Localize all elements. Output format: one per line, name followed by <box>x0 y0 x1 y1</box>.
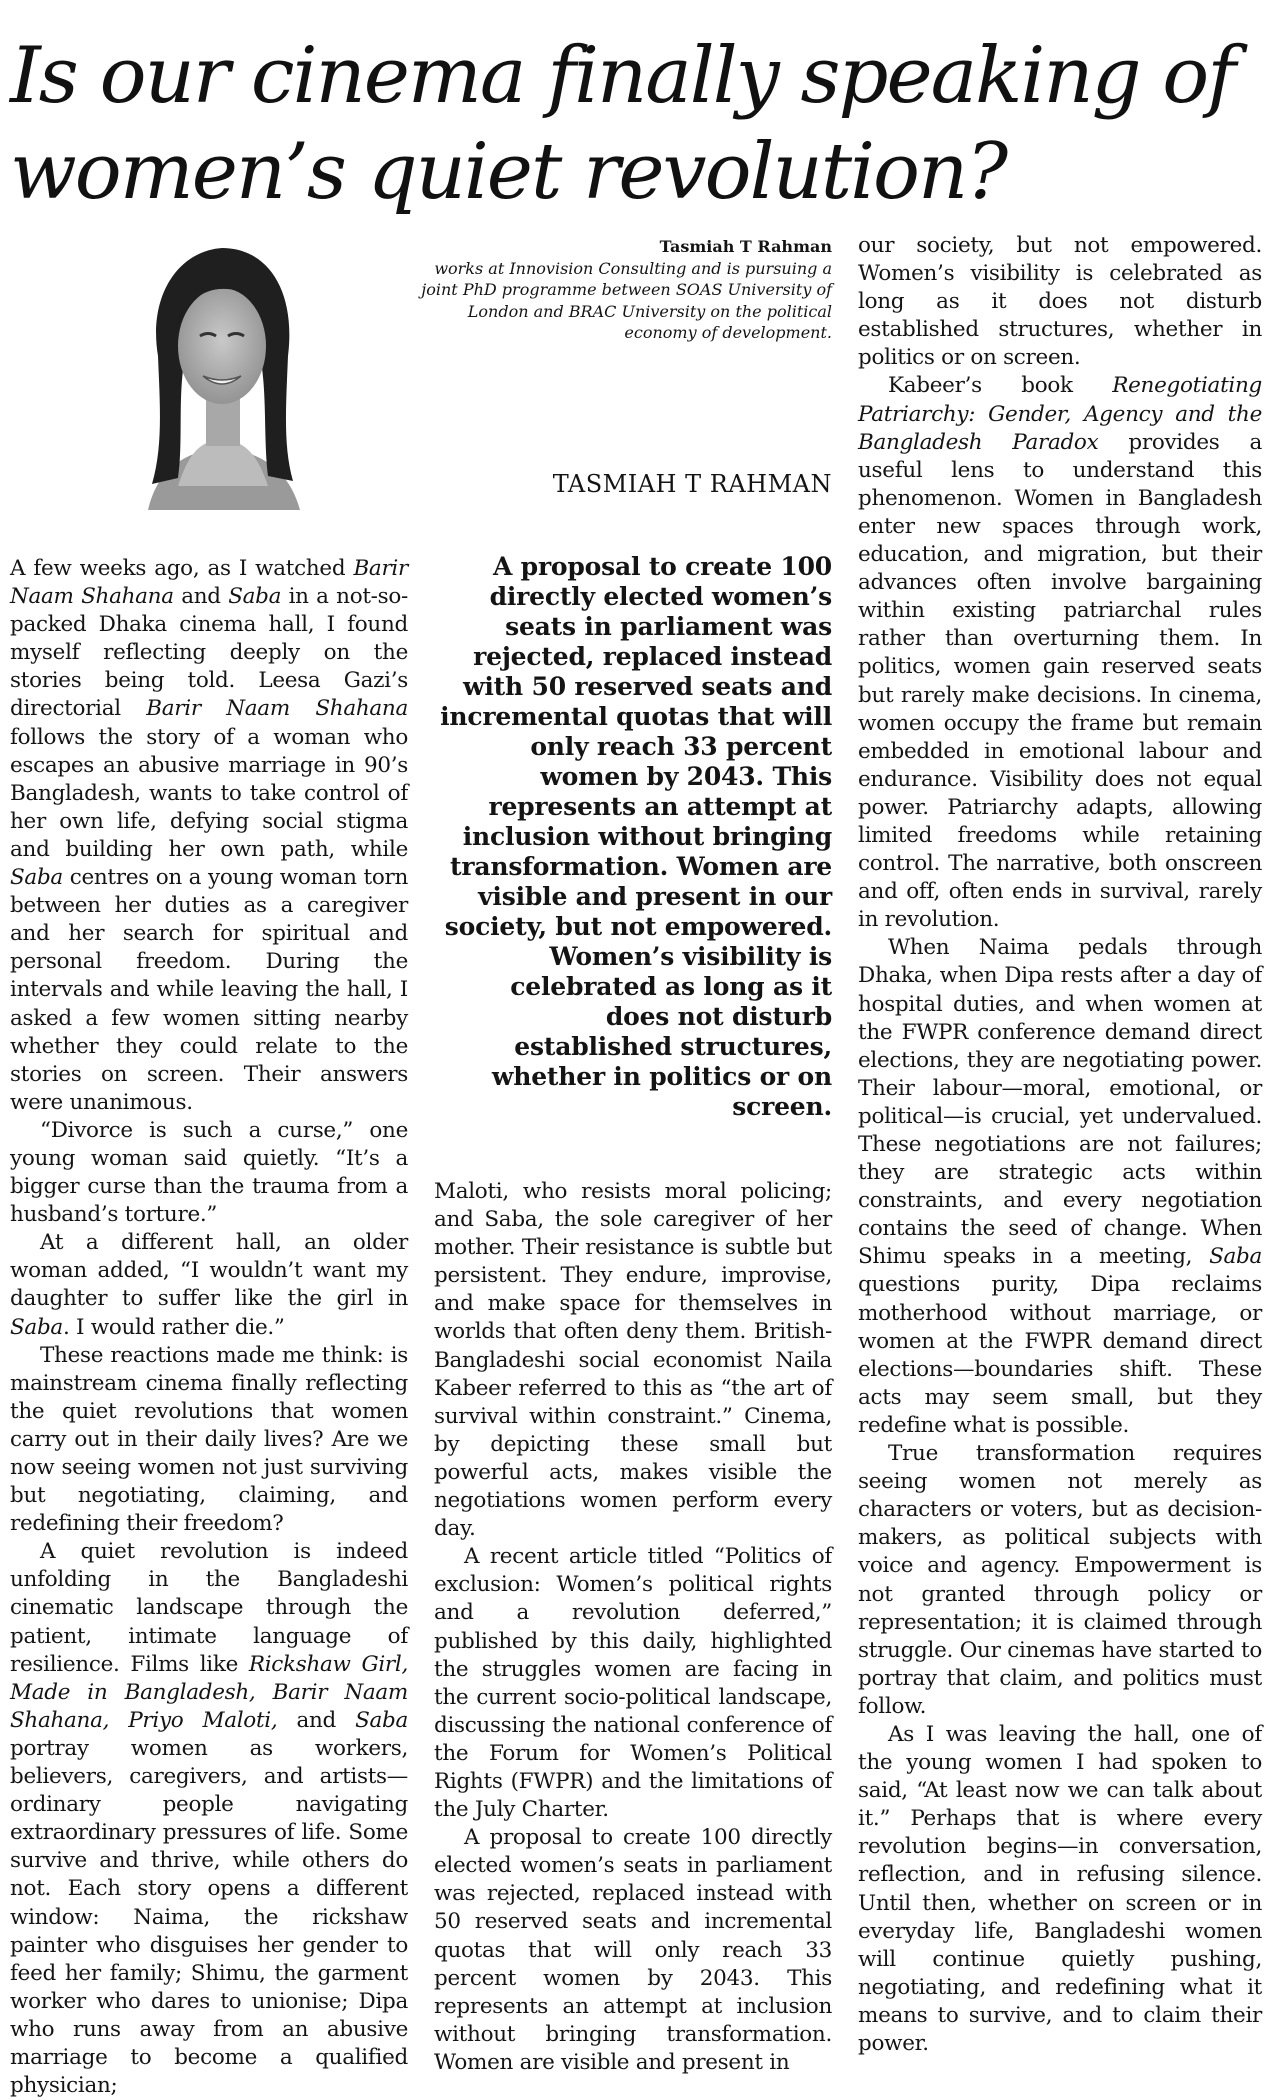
paragraph: Maloti, who resists moral policing; and Saba, the sole caregiver of her mother. Their resistance is subtle but persistent. They endure, improvise, and make space for themselves in worlds that often deny them. British-Bangladeshi social economist Naila Kabeer referred to this as “the art of survival within constraint.” Cinema, by depicting these small but powerful acts, makes visible the negotiations women perform every day. <box>434 1179 832 1542</box>
paragraph: “Divorce is such a curse,” one young woman said quietly. “It’s a bigger curse than the trauma from a husband’s torture.” <box>10 1117 408 1228</box>
paragraph: A recent article titled “Politics of exclusion: Women’s political rights and a revolution deferred,” published by this daily, highlighted the struggles women are facing in the current socio-political landscape, discussing the national conference of the Forum for Women’s Political Rights (FWPR) and the limitations of the July Charter. <box>434 1544 832 1823</box>
article-column-middle <box>434 1178 832 2077</box>
paragraph: our society, but not empowered. Women’s visibility is celebrated as long as it does not disturb established structures, whether in politics or on screen. <box>858 233 1262 371</box>
paragraph: At a different hall, an older woman added, “I wouldn’t want my daughter to suffer like the girl in Saba. I would rather die.” <box>10 1230 408 1340</box>
paragraph: When Naima pedals through Dhaka, when Dipa rests after a day of hospital duties, and when women at the FWPR conference demand direct elections, they are negotiating power. Their labour—moral, emotional, or political—is crucial, yet undervalued. These negotiations are not failures; they are strategic acts within constraints, and every negotiation contains the seed of change. When Shimu speaks in a meeting, Saba questions purity, Dipa reclaims motherhood without marriage, or women at the FWPR demand direct elections—boundaries shift. These acts may seem small, but they redefine what is possible. <box>858 935 1262 1438</box>
article-column-left <box>10 555 408 2100</box>
headline: Is our cinema finally speaking of women’s quiet revolution? <box>10 31 1235 217</box>
article-column-right <box>858 232 1262 2058</box>
author-photo <box>118 236 326 510</box>
byline: TASMIAH T RAHMAN <box>552 470 832 498</box>
author-bio-name: Tasmiah T Rahman <box>659 237 832 256</box>
paragraph: A proposal to create 100 directly elected women’s seats in parliament was rejected, replaced instead with 50 reserved seats and incremental quotas that will only reach 33 percent women by 2043. This represents an attempt at inclusion without bringing transformation. Women are visible and present in <box>434 1825 832 2075</box>
author-bio-text: works at Innovision Consulting and is pursuing a joint PhD programme between SOAS University of London and BRAC University on the political economy of development. <box>421 258 832 342</box>
paragraph: As I was leaving the hall, one of the young women I had spoken to said, “At least now we can talk about it.” Perhaps that is where every revolution begins—in conversation, reflection, and in refusing silence. Until then, whether on screen or in everyday life, Bangladeshi women will continue quietly pushing, negotiating, and redefining what it means to survive, and to claim their power. <box>858 1721 1262 2056</box>
author-portrait-image <box>118 236 326 510</box>
author-bio <box>412 236 832 344</box>
pull-quote: A proposal to create 100 directly elected women’s seats in parliament was rejected, replaced instead with 50 reserved seats and incremental quotas that will only reach 33 percent women by 2043. This represents an attempt at inclusion without bringing transformation. Women are visible and present in our society, but not empowered. Women’s visibility is celebrated as long as it does not disturb established structures, whether in politics or on screen. <box>440 552 832 1121</box>
paragraph: True transformation requires seeing women not merely as characters or voters, but as decision-makers, as political subjects with voice and agency. Empowerment is not granted through policy or representation; it is claimed through struggle. Our cinemas have started to portray that claim, and politics must follow. <box>858 1441 1262 1719</box>
paragraph: These reactions made me think: is mainstream cinema finally reflecting the quiet revolutions that women carry out in their daily lives? Are we now seeing women not just surviving but negotiating, claiming, and redefining their freedom? <box>10 1342 408 1537</box>
paragraph: Kabeer’s book Renegotiating Patriarchy: Gender, Agency and the Bangladesh Paradox provides a useful lens to understand this phenomenon. Women in Bangladesh enter new spaces through work, education, and migration, but their advances often involve bargaining within existing patriarchal rules rather than overturning them. In politics, women gain reserved seats but rarely make decisions. In cinema, women occupy the frame but remain embedded in emotional labour and endurance. Visibility does not equal power. Patriarchy adapts, allowing limited freedoms while retaining control. The narrative, both onscreen and off, often ends in survival, rarely in revolution. <box>858 373 1262 933</box>
paragraph: A quiet revolution is indeed unfolding in the Bangladeshi cinematic landscape through the patient, intimate language of resilience. Films like Rickshaw Girl, Made in Bangladesh, Barir Naam Shahana, Priyo Maloti, and Saba portray women as workers, believers, caregivers, and artists—ordinary people navigating extraordinary pressures of life. Some survive and thrive, while others do not. Each story opens a different window: Naima, the rickshaw painter who disguises her gender to feed her family; Shimu, the garment worker who dares to unionise; Dipa who runs away from an abusive marriage to become a qualified physician; <box>10 1539 408 2099</box>
paragraph: A few weeks ago, as I watched Barir Naam Shahana and Saba in a not-so-packed Dhaka cinema hall, I found myself reflecting deeply on the stories being told. Leesa Gazi’s directorial Barir Naam Shahana follows the story of a woman who escapes an abusive marriage in 90’s Bangladesh, wants to take control of her own life, defying social stigma and building her own path, while Saba centres on a young woman torn between her duties as a caregiver and her search for spiritual and personal freedom. During the intervals and while leaving the hall, I asked a few women sitting nearby whether they could relate to the stories on screen. Their answers were unanimous. <box>10 556 408 1115</box>
